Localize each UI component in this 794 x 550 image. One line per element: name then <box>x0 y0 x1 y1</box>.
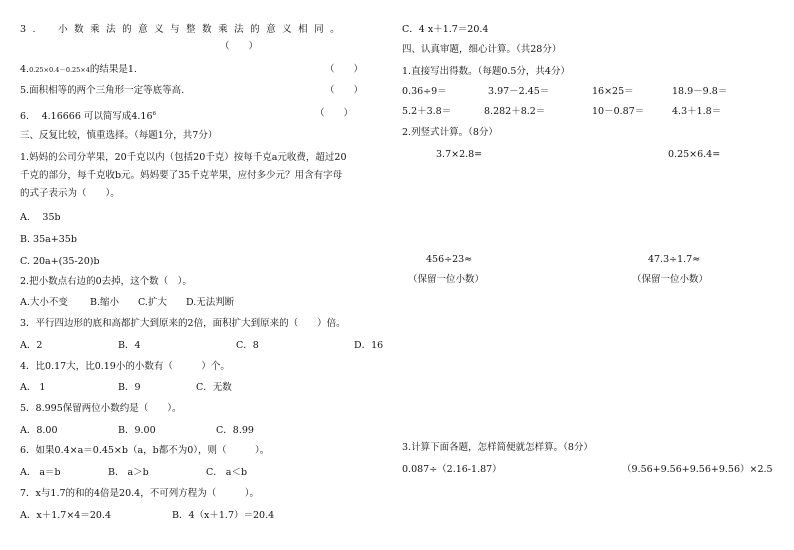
simplify-calc-1: 0.087÷（2.16-1.87） <box>402 464 502 475</box>
mc-q4-option-b[interactable]: B．9 <box>118 382 141 393</box>
mc-q4-option-a[interactable]: A． 1 <box>20 382 46 393</box>
mc-q3-option-b[interactable]: B．4 <box>118 340 141 351</box>
mc-q6-option-c[interactable]: C． a＜b <box>206 467 248 478</box>
vertical-calc-3: 456÷23≈ <box>426 254 473 265</box>
oral-calc-3: 16×25＝ <box>592 86 634 97</box>
section-4-title: 四、认真审题，细心计算。（共28分） <box>402 44 562 55</box>
mc-q1-line-2: 千克的部分，每千克收b元。妈妈要了35千克苹果，应付多少元？用含有字母 <box>20 170 343 181</box>
mc-q6-option-b[interactable]: B． a＞b <box>108 467 149 478</box>
mc-q7-option-c[interactable]: C．4 x＋1.7＝20.4 <box>402 24 489 35</box>
tf-question-4-rest: 的结果是1. <box>89 64 137 75</box>
mc-q6-option-a[interactable]: A． a＝b <box>20 467 61 478</box>
rounding-note-2: （保留一位小数） <box>632 274 709 285</box>
mc-q1-option-a[interactable]: A. 35b <box>20 212 61 223</box>
tf-answer-paren-6[interactable]: （ ） <box>315 108 354 119</box>
mc-q1-line-1: 1.妈妈的公司分苹果，20千克以内（包括20千克）按每千克a元收费，超过20 <box>20 152 347 163</box>
mc-q1-option-b[interactable]: B. 35a+35b <box>20 234 77 245</box>
mc-q5-option-b[interactable]: B．9.00 <box>118 425 156 436</box>
mc-q5-option-a[interactable]: A．8.00 <box>20 425 58 436</box>
tf-answer-paren-5[interactable]: （ ） <box>325 85 364 96</box>
mc-q2-option-c[interactable]: C.扩大 <box>138 297 167 308</box>
mc-q6: 6．如果0.4×a＝0.45×b（a，b都不为0），则（ ）。 <box>20 445 270 456</box>
oral-calc-6: 8.282＋8.2＝ <box>484 106 546 117</box>
tf-question-4-lead: 4. <box>20 64 30 75</box>
mc-q1-option-c[interactable]: C. 20a+(35-20)b <box>20 256 100 267</box>
tf-question-6-text: 6. 4.16666 可以简写成4.16 <box>20 111 153 122</box>
tf-answer-paren-4[interactable]: （ ） <box>325 64 364 75</box>
tf-answer-paren-3[interactable]: （ ） <box>220 41 259 52</box>
part-3-title: 3.计算下面各题，怎样简便就怎样算。（8分） <box>402 442 593 453</box>
mc-q2: 2.把小数点右边的0去掉，这个数（ ）。 <box>20 276 192 287</box>
simplify-calc-2: （9.56+9.56+9.56+9.56）×2.5 <box>622 464 773 475</box>
mc-q1-line-3: 的式子表示为（ ）。 <box>20 188 120 199</box>
mc-q3-option-c[interactable]: C．8 <box>236 340 259 351</box>
repeating-dot-digit: 6 <box>152 111 157 117</box>
tf-question-3: 3. 小数乘法的意义与整数乘法的意义相同。 <box>20 24 347 35</box>
mc-q3-option-a[interactable]: A．2 <box>20 340 43 351</box>
tf-question-4 <box>20 64 137 76</box>
oral-calc-8: 4.3＋1.8＝ <box>672 106 722 117</box>
oral-calc-4: 18.9－9.8＝ <box>672 86 728 97</box>
oral-calc-5: 5.2＋3.8＝ <box>402 106 452 117</box>
section-3-title: 三、反复比较，慎重选择。（每题1分，共7分） <box>20 130 218 141</box>
mc-q4-option-c[interactable]: C．无数 <box>196 382 232 393</box>
vertical-calc-2: 0.25×6.4= <box>668 149 721 160</box>
part-2-title: 2.列竖式计算。（8分） <box>402 127 498 138</box>
tf-question-5: 5.面积相等的两个三角形一定等底等高. <box>20 85 185 96</box>
vertical-calc-4: 47.3÷1.7≈ <box>648 254 701 265</box>
oral-calc-2: 3.97－2.45＝ <box>488 86 550 97</box>
mc-q3: 3．平行四边形的底和高都扩大到原来的2倍，面积扩大到原来的（ ）倍。 <box>20 318 346 329</box>
tf-question-4-expression: 0.25×0.4－0.25×4 <box>29 66 90 74</box>
mc-q5-option-c[interactable]: C．8.99 <box>216 425 254 436</box>
mc-q2-option-b[interactable]: B.缩小 <box>90 297 120 308</box>
vertical-calc-1: 3.7×2.8= <box>436 149 483 160</box>
part-1-title: 1.直接写出得数。（每题0.5分，共4分） <box>402 66 570 77</box>
mc-q2-option-d[interactable]: D.无法判断 <box>186 297 235 308</box>
mc-q5: 5．8.995保留两位小数约是（ ）。 <box>20 403 182 414</box>
oral-calc-1: 0.36÷9＝ <box>402 86 447 97</box>
mc-q4: 4．比0.17大，比0.19小的小数有（ ）个。 <box>20 361 230 372</box>
mc-q7: 7．x与1.7的和的4倍是20.4，不可列方程为（ ）。 <box>20 488 259 499</box>
mc-q3-option-d[interactable]: D．16 <box>354 340 384 351</box>
tf-question-6 <box>20 108 156 123</box>
mc-q2-option-a[interactable]: A.大小不变 <box>20 297 68 308</box>
oral-calc-7: 10－0.87＝ <box>592 106 645 117</box>
mc-q7-option-a[interactable]: A．x＋1.7×4＝20.4 <box>20 510 111 521</box>
rounding-note-1: （保留一位小数） <box>408 274 485 285</box>
mc-q7-option-b[interactable]: B．4（x＋1.7）＝20.4 <box>172 510 275 521</box>
